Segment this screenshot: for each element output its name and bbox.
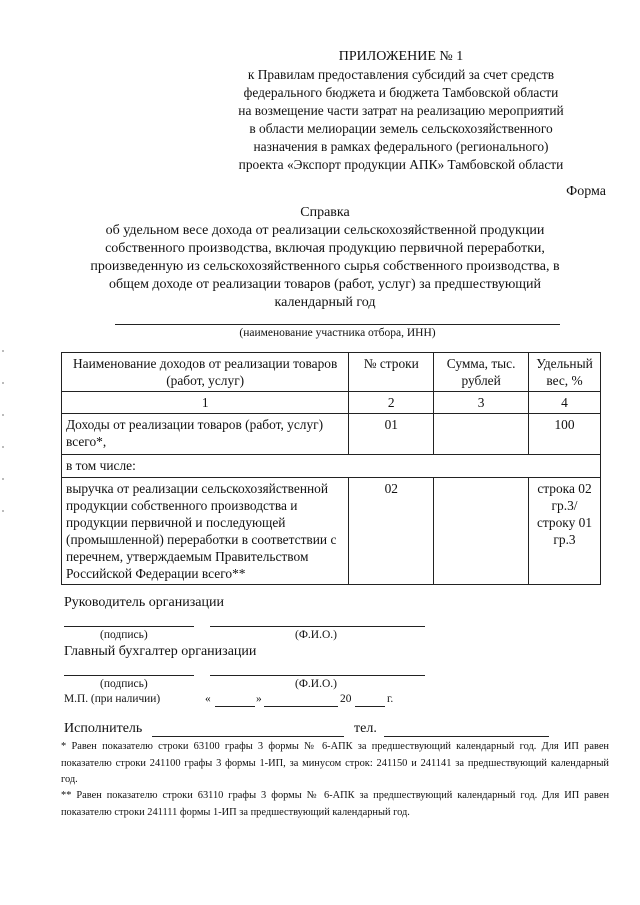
- accountant-name-caption: (Ф.И.О.): [295, 678, 337, 690]
- row1-sum-cell[interactable]: [434, 414, 529, 455]
- scan-margin-marks: [2, 350, 4, 542]
- footnote-2: ** Равен показателю строки 63110 графы 3 формы № 6-АПК за предшествующий календарный год. Для ИП равен показателю строки 241111 формы 1-ИП за предшествующий календарный год.: [61, 790, 609, 818]
- table-row: [62, 478, 601, 585]
- appendix-line: на возмещение части затрат на реализацию мероприятий: [238, 103, 564, 118]
- appendix-line: назначения в рамках федерального (регионального): [253, 139, 549, 154]
- row1-share: 100: [529, 414, 601, 455]
- date-year-field[interactable]: [355, 706, 385, 707]
- header-sum: Сумма, тыс. рублей: [434, 353, 529, 392]
- appendix-line: проекта «Экспорт продукции АПК» Тамбовской области: [238, 157, 564, 172]
- footnote-1: * Равен показателю строки 63100 графы 3 формы № 6-АПК за предшествующий календарный год. Для ИП равен показателю строки 241100 графы 3 формы 1-ИП, за минусом строк: 241150 и 241141 за предшествующий календарный год.: [61, 741, 609, 785]
- income-table: [61, 352, 601, 585]
- stamp-label: М.П. (при наличии): [64, 693, 161, 705]
- header-row-number: № строки: [349, 353, 434, 392]
- date-year-suffix: г.: [387, 693, 394, 705]
- title-line: об удельном весе дохода от реализации сельскохозяйственной продукции: [105, 223, 545, 238]
- participant-caption: (наименование участника отбора, ИНН): [239, 327, 436, 339]
- date-month-field[interactable]: [264, 706, 338, 707]
- col-number: 1: [62, 392, 349, 414]
- date-close-quote: »: [256, 693, 262, 705]
- phone-field[interactable]: [384, 736, 549, 737]
- accountant-name-field[interactable]: [210, 675, 425, 676]
- certificate-title: [50, 204, 600, 312]
- executor-name-field[interactable]: [152, 736, 344, 737]
- appendix-heading: ПРИЛОЖЕНИЕ № 1: [338, 49, 464, 64]
- head-label: Руководитель организации: [64, 595, 224, 610]
- phone-label: тел.: [354, 721, 377, 736]
- col-number: 2: [349, 392, 434, 414]
- head-name-field[interactable]: [210, 626, 425, 627]
- title-line: общем доходе от реализации товаров (работ, услуг) за предшествующий: [108, 277, 542, 292]
- col-number: 3: [434, 392, 529, 414]
- participant-name-field[interactable]: [115, 324, 560, 325]
- title-line: календарный год: [274, 295, 376, 310]
- date-day-field[interactable]: [215, 706, 255, 707]
- accountant-label: Главный бухгалтер организации: [64, 644, 257, 659]
- appendix-block: [196, 48, 606, 174]
- title-line: произведенную из сельскохозяйственного сырья собственного производства, в: [90, 259, 560, 274]
- including-label: в том числе:: [62, 455, 601, 478]
- table-row: [62, 455, 601, 478]
- row2-name: выручка от реализации сельскохозяйственной продукции собственного производства и продукции первичной и последующей (промышленной) переработки в соответствии с перечнем, утверждаемым Правительством Российской Федерации всего**: [62, 478, 349, 585]
- appendix-line: федерального бюджета и бюджета Тамбовской области: [243, 85, 559, 100]
- table-number-row: [62, 392, 601, 414]
- row1-code: 01: [349, 414, 434, 455]
- accountant-signature-caption: (подпись): [100, 678, 148, 690]
- row2-code: 02: [349, 478, 434, 585]
- date-year-prefix: 20: [340, 693, 352, 705]
- row2-sum-cell[interactable]: [434, 478, 529, 585]
- executor-label: Исполнитель: [64, 721, 143, 736]
- table-header-row: [62, 353, 601, 392]
- head-name-caption: (Ф.И.О.): [295, 629, 337, 641]
- accountant-signature-field[interactable]: [64, 675, 194, 676]
- header-income-name: Наименование доходов от реализации товаров (работ, услуг): [62, 353, 349, 392]
- row2-share: строка 02 гр.3/ строку 01 гр.3: [529, 478, 601, 585]
- head-signature-caption: (подпись): [100, 629, 148, 641]
- row1-name: Доходы от реализации товаров (работ, услуг) всего*,: [62, 414, 349, 455]
- header-share: Удельный вес, %: [529, 353, 601, 392]
- head-signature-field[interactable]: [64, 626, 194, 627]
- table-row: [62, 414, 601, 455]
- form-label: Форма: [566, 184, 606, 199]
- title-line: собственного производства, включая продукцию первичной переработки,: [105, 241, 545, 256]
- appendix-line: в области мелиорации земель сельскохозяйственного: [249, 121, 553, 136]
- col-number: 4: [529, 392, 601, 414]
- appendix-line: к Правилам предоставления субсидий за счет средств: [247, 67, 555, 82]
- date-open-quote: «: [205, 693, 211, 705]
- title-heading: Справка: [300, 205, 350, 220]
